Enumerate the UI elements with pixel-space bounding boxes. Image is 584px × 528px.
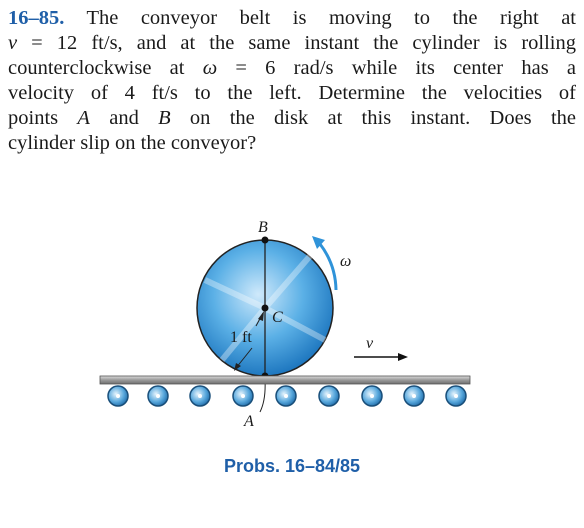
problem-line-4: velocity of 4 ft/s to the left. Determine the velocities of [8, 82, 576, 104]
belt-velocity-arrow [354, 353, 408, 361]
roller [190, 386, 210, 406]
problem-number: 16–85. [8, 7, 65, 29]
label-a: A [244, 413, 254, 430]
problem-line-6: cylinder slip on the conveyor? [8, 132, 257, 154]
velocity-symbol: v [8, 32, 18, 54]
label-a-leader [260, 380, 265, 412]
roller [404, 386, 424, 406]
roller [446, 386, 466, 406]
cylinder-disk [197, 237, 333, 380]
problem-statement [8, 6, 576, 156]
radius-label: 1 ft [230, 329, 252, 346]
problem-text: = 6 rad/s while its center has a [217, 57, 577, 79]
point-b [262, 237, 269, 244]
omega-label: ω [340, 253, 352, 270]
problem-text: counterclockwise at [8, 57, 203, 79]
omega-symbol: ω [202, 57, 218, 79]
roller [233, 386, 253, 406]
problem-line-1 [8, 6, 576, 31]
point-c [262, 305, 269, 312]
figure-caption: Probs. 16–84/85 [223, 456, 361, 476]
label-b: B [258, 219, 268, 236]
problem-text: = 12 ft/s, and at the same instant the cylinder is rolling [17, 32, 576, 54]
point-b-ref: B [158, 107, 171, 129]
roller [362, 386, 382, 406]
conveyor-figure [0, 200, 584, 440]
conveyor-belt [100, 376, 470, 384]
label-c: C [272, 309, 283, 326]
problem-line-3 [8, 56, 576, 81]
point-a-ref: A [77, 107, 90, 129]
problem-text: and [89, 107, 159, 129]
problem-text: The conveyor belt is moving to the right at [64, 7, 576, 29]
roller [148, 386, 168, 406]
problem-line-5 [8, 106, 576, 131]
problem-text: points [8, 107, 78, 129]
roller [319, 386, 339, 406]
velocity-label: v [366, 335, 374, 352]
problem-line-2 [8, 31, 576, 56]
problem-text: on the disk at this instant. Does the [170, 107, 576, 129]
rollers [108, 386, 466, 406]
roller [276, 386, 296, 406]
roller [108, 386, 128, 406]
